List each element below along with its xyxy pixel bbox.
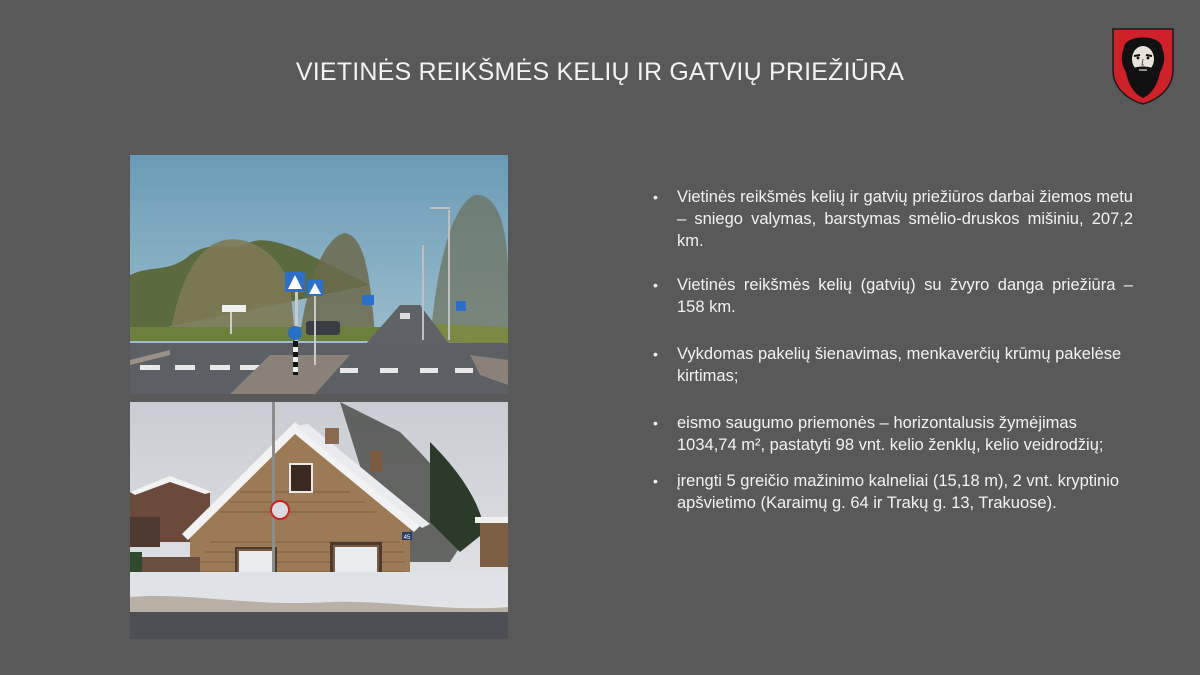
bullet-glyph: •	[653, 277, 658, 293]
house-number: 45	[403, 535, 411, 541]
bullet-item-speed-bumps	[653, 470, 1133, 514]
bullet-item-gravel-roads	[653, 274, 1133, 318]
bullet-item-traffic-safety	[653, 412, 1133, 456]
bullet-glyph: •	[653, 189, 658, 205]
bullet-text: Vykdomas pakelių šienavimas, menkaverčių krūmų pakelėse kirtimas;	[677, 345, 1122, 385]
bullet-text: eismo saugumo priemonės – horizontalusis žymėjimas 1034,74 m², pastatyti 98 vnt. kelio ženklų, kelio veidrodžių;	[677, 414, 1104, 454]
road-intersection-photo	[130, 155, 508, 394]
bullet-text: Vietinės reikšmės kelių ir gatvių priežiūros darbai žiemos metu – sniego valymas, barstymas smėlio-druskos mišiniu, 207,2 km.	[677, 188, 1133, 250]
bullet-list	[653, 186, 1133, 536]
bullet-text: įrengti 5 greičio mažinimo kalneliai (15,18 m), 2 vnt. kryptinio apšvietimo (Karaimų g. 64 ir Trakų g. 13, Trakuose).	[677, 472, 1120, 512]
bullet-item-winter-maintenance	[653, 186, 1133, 252]
bullet-glyph: •	[653, 415, 658, 431]
bullet-text: Vietinės reikšmės kelių (gatvių) su žvyro danga priežiūra – 158 km.	[677, 276, 1133, 316]
bullet-glyph: •	[653, 346, 658, 362]
slide-title: VIETINĖS REIKŠMĖS KELIŲ IR GATVIŲ PRIEŽIŪRA	[295, 58, 905, 86]
coat-of-arms-logo	[1110, 26, 1176, 106]
bullet-glyph: •	[653, 473, 658, 489]
bullet-item-mowing	[653, 343, 1133, 387]
wooden-house-photo	[130, 402, 508, 639]
